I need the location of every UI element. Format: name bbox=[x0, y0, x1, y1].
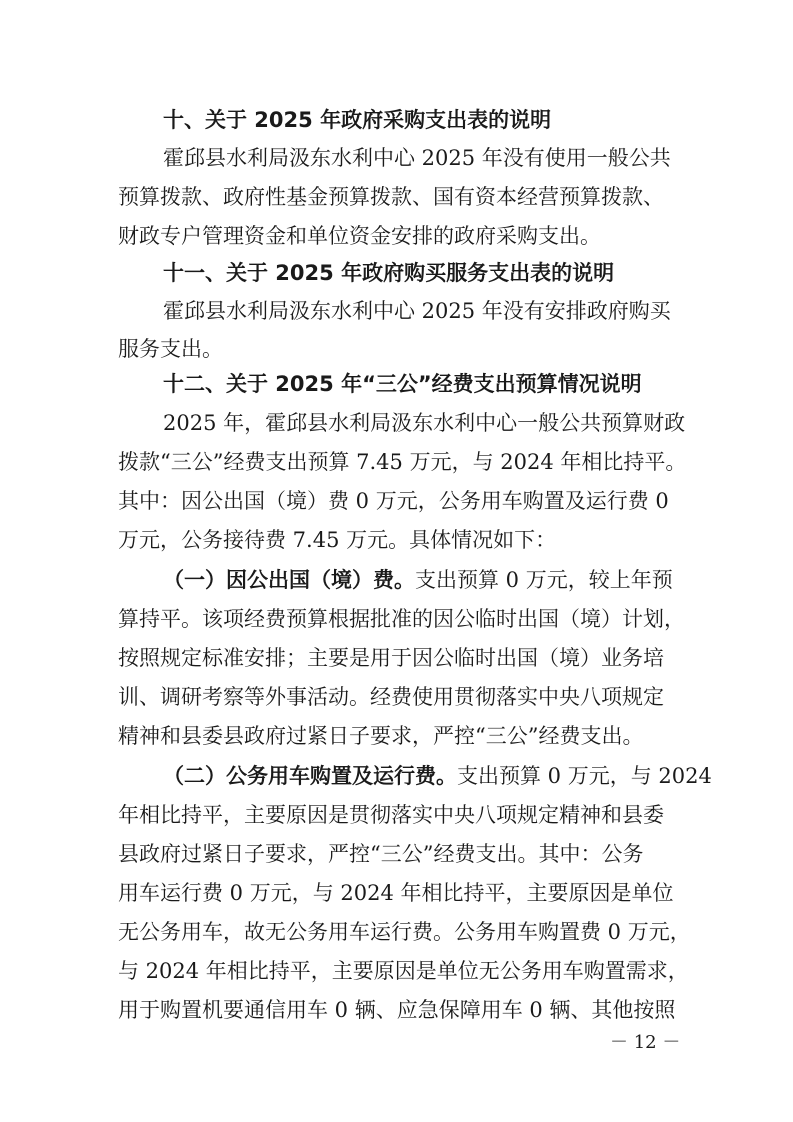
paragraph-line: 用车运行费 0 万元，与 2024 年相比持平，主要原因是单位 bbox=[118, 881, 674, 905]
paragraph-line: 无公务用车，故无公务用车运行费。公务用车购置费 0 万元， bbox=[118, 920, 691, 944]
paragraph-line: 与 2024 年相比持平，主要原因是单位无公务用车购置需求， bbox=[118, 959, 689, 983]
section-10-heading: 十、关于 2025 年政府采购支出表的说明 bbox=[163, 108, 552, 132]
paragraph-line: 服务支出。 bbox=[118, 337, 223, 361]
subsection-1-first-rest: 支出预算 0 万元，较上年预 bbox=[415, 568, 673, 592]
subsection-2-first-rest: 支出预算 0 万元，与 2024 bbox=[457, 764, 712, 788]
paragraph-line: 财政专户管理资金和单位资金安排的政府采购支出。 bbox=[118, 224, 601, 248]
paragraph-line: 霍邱县水利局汲东水利中心 2025 年没有使用一般公共 bbox=[163, 146, 671, 170]
section-12-heading: 十二、关于 2025 年“三公”经费支出预算情况说明 bbox=[163, 372, 642, 396]
paragraph-line: 按照规定标准安排；主要是用于因公临时出国（境）业务培 bbox=[118, 646, 664, 670]
paragraph-line: 2025 年，霍邱县水利局汲东水利中心一般公共预算财政 bbox=[163, 411, 686, 435]
paragraph-line: 算持平。该项经费预算根据批准的因公临时出国（境）计划， bbox=[118, 607, 685, 631]
paragraph-line: 万元，公务接待费 7.45 万元。具体情况如下： bbox=[118, 528, 557, 552]
subsection-2-first-line bbox=[163, 763, 723, 789]
paragraph-line: 县政府过紧日子要求，严控“三公”经费支出。其中：公务 bbox=[118, 842, 644, 866]
paragraph-line: 拨款“三公”经费支出预算 7.45 万元，与 2024 年相比持平。 bbox=[118, 450, 687, 474]
subsection-1-lead: （一）因公出国（境）费。 bbox=[163, 568, 415, 592]
paragraph-line: 训、调研考察等外事活动。经费使用贯彻落实中央八项规定 bbox=[118, 685, 664, 709]
page-number: － 12 － bbox=[610, 1032, 681, 1053]
section-11-heading: 十一、关于 2025 年政府购买服务支出表的说明 bbox=[163, 261, 615, 285]
paragraph-line: 精神和县委县政府过紧日子要求，严控“三公”经费支出。 bbox=[118, 724, 644, 748]
paragraph-line: 其中：因公出国（境）费 0 万元，公务用车购置及运行费 0 bbox=[118, 489, 669, 513]
subsection-1-first-line bbox=[163, 567, 723, 593]
paragraph-line: 年相比持平，主要原因是贯彻落实中央八项规定精神和县委 bbox=[118, 803, 664, 827]
paragraph-line: 霍邱县水利局汲东水利中心 2025 年没有安排政府购买 bbox=[163, 299, 671, 323]
paragraph-line: 用于购置机要通信用车 0 辆、应急保障用车 0 辆、其他按照 bbox=[118, 998, 676, 1022]
paragraph-line: 预算拨款、政府性基金预算拨款、国有资本经营预算拨款、 bbox=[118, 185, 664, 209]
subsection-2-lead: （二）公务用车购置及运行费。 bbox=[163, 764, 457, 788]
